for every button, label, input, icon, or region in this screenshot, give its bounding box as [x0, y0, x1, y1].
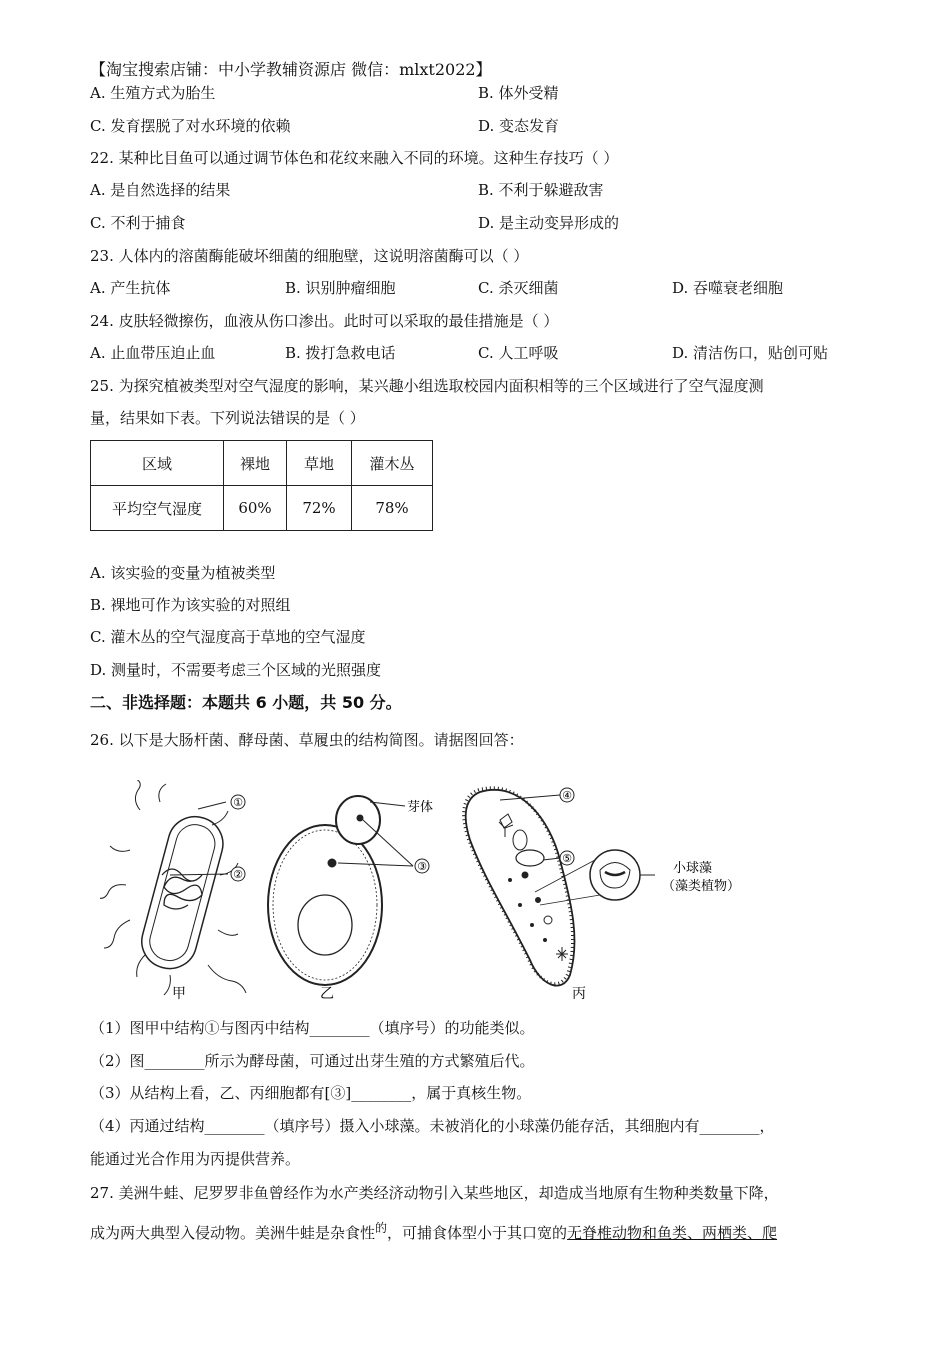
q26-sub4-line1: （4）丙通过结构________（填序号）摄入小球藻。未被消化的小球藻仍能存活，其细胞内有________， — [90, 1117, 775, 1135]
q24-option-a: A. 止血带压迫止血 — [90, 344, 216, 362]
q27-small-char: 的 — [375, 1221, 388, 1235]
leader-line — [198, 802, 226, 809]
q22-option-c: C. 不利于捕食 — [90, 214, 186, 232]
algae-label: 小球藻 — [673, 861, 713, 876]
q25-option-a: A. 该实验的变量为植被类型 — [90, 564, 276, 582]
contractile-vacuole — [556, 947, 568, 961]
q27-line2 — [90, 1218, 777, 1243]
flagellum — [110, 846, 130, 851]
humidity-table — [90, 440, 433, 531]
q27-line2-mid: ，可捕食体型小于其口宽的 — [387, 1224, 568, 1242]
q25-stem-line1: 25. 为探究植被类型对空气湿度的影响，某兴趣小组选取校园内面积相等的三个区域进行了空气湿度测 — [90, 377, 764, 395]
q23-option-c: C. 杀灭细菌 — [478, 279, 559, 297]
q27-line2-text: 成为两大典型入侵动物。美洲牛蛙是杂食性 — [90, 1224, 376, 1242]
q22-option-d: D. 是主动变异形成的 — [478, 214, 620, 232]
bud-label: 芽体 — [407, 800, 434, 815]
marker-4: ④ — [562, 789, 572, 802]
store-header: 【淘宝搜索店铺：中小学教辅资源店 微信：mlxt2022】 — [90, 60, 492, 79]
food-vacuole — [544, 916, 552, 924]
q21-option-a: A. 生殖方式为胎生 — [90, 84, 216, 102]
q26-sub2: （2）图________所示为酵母菌，可通过出芽生殖的方式繁殖后代。 — [90, 1052, 535, 1070]
q26-sub3: （3）从结构上看，乙、丙细胞都有[③]________，属于真核生物。 — [90, 1084, 532, 1102]
table-cell-grass: 72% — [287, 486, 352, 531]
marker-1: ① — [233, 796, 243, 809]
table-header-bare: 裸地 — [224, 441, 287, 486]
flagellum — [137, 955, 145, 977]
q24-option-b: B. 拨打急救电话 — [285, 344, 396, 362]
label-yi: 乙 — [320, 986, 334, 1002]
oral-groove — [516, 850, 544, 866]
table-cell-bare: 60% — [224, 486, 287, 531]
algae-label-sub: （藻类植物） — [662, 879, 741, 894]
flagellum — [164, 975, 170, 995]
q25-stem-line2: 量，结果如下表。下列说法错误的是（ ） — [90, 409, 365, 427]
flagellum — [104, 920, 130, 948]
yeast-vacuole — [298, 895, 352, 955]
q23-stem: 23. 人体内的溶菌酶能破坏细菌的细胞壁，这说明溶菌酶可以（ ） — [90, 247, 529, 265]
q25-option-c: C. 灌木丛的空气湿度高于草地的空气湿度 — [90, 628, 366, 646]
q21-option-b: B. 体外受精 — [478, 84, 559, 102]
q23-option-b: B. 识别肿瘤细胞 — [285, 279, 396, 297]
section2-title: 二、非选择题：本题共 6 小题，共 50 分。 — [90, 693, 402, 712]
cell-structure-diagram — [100, 780, 780, 1005]
q23-option-d: D. 吞噬衰老细胞 — [672, 279, 784, 297]
flagellum — [212, 811, 228, 825]
leader-line — [543, 858, 560, 860]
q22-option-b: B. 不利于躲避敌害 — [478, 181, 604, 199]
q27-line1: 27. 美洲牛蛙、尼罗罗非鱼曾经作为水产类经济动物引入某些地区，却造成当地原有生物种类数量下降， — [90, 1184, 779, 1202]
label-bing: 丙 — [572, 986, 586, 1002]
contractile-vacuole-canals — [499, 822, 513, 837]
yeast-nucleus — [328, 859, 336, 867]
q23-option-a: A. 产生抗体 — [90, 279, 171, 297]
bud-nucleus — [357, 815, 363, 821]
q21-option-d: D. 变态发育 — [478, 117, 560, 135]
food-vacuole — [536, 898, 541, 903]
yeast-membrane — [273, 830, 377, 980]
marker-5: ⑤ — [562, 852, 572, 865]
q26-sub1: （1）图甲中结构①与图丙中结构________（填序号）的功能类似。 — [90, 1019, 535, 1037]
bacterium-membrane — [146, 820, 220, 964]
leader-line — [170, 874, 228, 875]
q26-stem: 26. 以下是大肠杆菌、酵母菌、草履虫的结构简图。请据图回答： — [90, 731, 524, 749]
q25-option-b: B. 裸地可作为该实验的对照组 — [90, 596, 291, 614]
q25-option-d: D. 测量时，不需要考虑三个区域的光照强度 — [90, 661, 382, 679]
leader-line — [500, 795, 560, 800]
label-jia: 甲 — [172, 986, 186, 1002]
flagellum — [134, 780, 140, 810]
food-vacuole — [522, 872, 528, 878]
q24-option-d: D. 清洁伤口，贴创可贴 — [672, 344, 829, 362]
marker-3: ③ — [417, 860, 427, 873]
q27-underlined-text: 无脊椎动物和鱼类、两栖类、爬 — [567, 1224, 778, 1242]
table-header-region: 区域 — [91, 441, 224, 486]
q24-option-c: C. 人工呼吸 — [478, 344, 559, 362]
marker-2: ② — [233, 868, 243, 881]
q22-option-a: A. 是自然选择的结果 — [90, 181, 231, 199]
yeast-figure — [268, 796, 413, 985]
yeast-cell — [268, 825, 382, 985]
table-row-label: 平均空气湿度 — [91, 486, 224, 531]
paramecium-figure — [464, 788, 655, 986]
table-cell-shrub: 78% — [352, 486, 433, 531]
bacterium-figure — [100, 780, 246, 995]
q24-stem: 24. 皮肤轻微擦伤，血液从伤口渗出。此时可以采取的最佳措施是（ ） — [90, 312, 559, 330]
q22-stem: 22. 某种比目鱼可以通过调节体色和花纹来融入不同的环境。这种生存技巧（ ） — [90, 149, 619, 167]
macronucleus — [513, 830, 527, 850]
flagellum — [208, 965, 246, 993]
q21-option-c: C. 发育摆脱了对水环境的依赖 — [90, 117, 291, 135]
q26-sub4-line2: 能通过光合作用为丙提供营养。 — [90, 1150, 301, 1168]
leader-line — [363, 820, 413, 866]
bacterium-cell-wall — [136, 811, 229, 975]
paramecium-body — [466, 790, 575, 986]
flagellum — [100, 885, 126, 899]
table-header-grass: 草地 — [287, 441, 352, 486]
flagellum — [159, 784, 166, 802]
table-header-shrub: 灌木丛 — [352, 441, 433, 486]
flagellum — [218, 930, 238, 935]
